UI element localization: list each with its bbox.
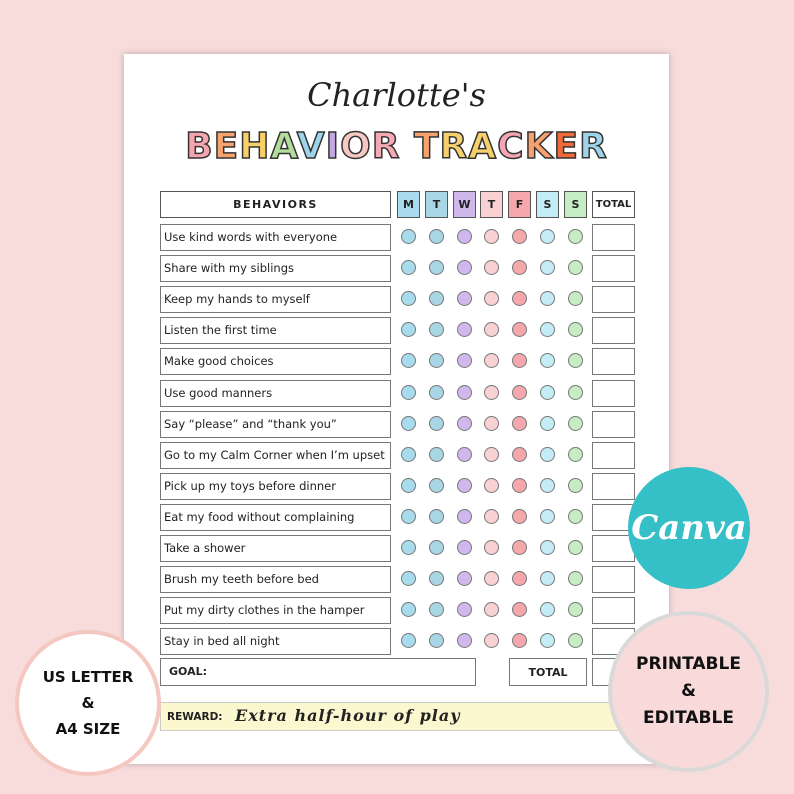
title-letter: I: [325, 126, 341, 167]
checkin-dot[interactable]: [457, 447, 472, 462]
behavior-label: Say “please” and “thank you”: [160, 411, 391, 438]
tracker-sheet: [124, 54, 669, 764]
behavior-row: [124, 473, 669, 500]
behavior-row: [124, 380, 669, 407]
checkin-dot[interactable]: [512, 509, 527, 524]
checkin-dot[interactable]: [484, 478, 499, 493]
child-name: Charlotte's: [307, 76, 486, 114]
checkin-dot[interactable]: [540, 633, 555, 648]
checkin-dot[interactable]: [540, 291, 555, 306]
title-letter: H: [239, 126, 271, 167]
behavior-row: [124, 317, 669, 344]
checkin-dot[interactable]: [457, 385, 472, 400]
title-letter: R: [579, 126, 608, 167]
checkin-dot[interactable]: [484, 291, 499, 306]
checkin-dot[interactable]: [512, 633, 527, 648]
checkin-dot[interactable]: [512, 478, 527, 493]
behavior-label: Make good choices: [160, 348, 391, 375]
checkin-dot[interactable]: [401, 353, 416, 368]
print-line-2: &: [681, 681, 696, 701]
checkin-dot[interactable]: [484, 540, 499, 555]
behaviors-header: BEHAVIORS: [160, 191, 391, 218]
checkin-dot[interactable]: [540, 602, 555, 617]
checkin-dot[interactable]: [457, 416, 472, 431]
checkin-dot[interactable]: [484, 633, 499, 648]
behavior-label: Listen the first time: [160, 317, 391, 344]
row-total-box[interactable]: [592, 380, 635, 407]
day-header: F: [508, 191, 531, 218]
day-header: T: [480, 191, 503, 218]
checkin-dot[interactable]: [484, 322, 499, 337]
checkin-dot[interactable]: [512, 260, 527, 275]
checkin-dot[interactable]: [540, 571, 555, 586]
checkin-dot[interactable]: [457, 633, 472, 648]
title-letter: R: [439, 126, 469, 167]
behavior-label: Use kind words with everyone: [160, 224, 391, 251]
checkin-dot[interactable]: [457, 260, 472, 275]
goal-field[interactable]: GOAL:: [160, 658, 476, 686]
checkin-dot[interactable]: [512, 602, 527, 617]
checkin-dot[interactable]: [540, 229, 555, 244]
row-total-box[interactable]: [592, 566, 635, 593]
checkin-dot[interactable]: [401, 509, 416, 524]
checkin-dot[interactable]: [568, 353, 583, 368]
checkin-dot[interactable]: [401, 540, 416, 555]
day-header: M: [397, 191, 420, 218]
checkin-dot[interactable]: [401, 416, 416, 431]
title-letter: C: [497, 126, 525, 167]
checkin-dot[interactable]: [429, 353, 444, 368]
checkin-dot[interactable]: [401, 633, 416, 648]
behavior-label: Use good manners: [160, 380, 391, 407]
checkin-dot[interactable]: [484, 509, 499, 524]
checkin-dot[interactable]: [568, 229, 583, 244]
checkin-dot[interactable]: [512, 322, 527, 337]
tracker-title: [124, 126, 669, 167]
checkin-dot[interactable]: [457, 478, 472, 493]
day-header: S: [564, 191, 587, 218]
checkin-dot[interactable]: [401, 322, 416, 337]
checkin-dot[interactable]: [429, 385, 444, 400]
checkin-dot[interactable]: [457, 602, 472, 617]
checkin-dot[interactable]: [484, 385, 499, 400]
title-letter: B: [185, 126, 214, 167]
row-total-box[interactable]: [592, 255, 635, 282]
checkin-dot[interactable]: [512, 416, 527, 431]
checkin-dot[interactable]: [568, 509, 583, 524]
canva-logo-text: Canva: [631, 508, 747, 548]
behavior-label: Put my dirty clothes in the hamper: [160, 597, 391, 624]
row-total-box[interactable]: [592, 286, 635, 313]
checkin-dot[interactable]: [401, 291, 416, 306]
checkin-dot[interactable]: [484, 260, 499, 275]
day-header: S: [536, 191, 559, 218]
checkin-dot[interactable]: [457, 353, 472, 368]
checkin-dot[interactable]: [568, 633, 583, 648]
behavior-label: Eat my food without complaining: [160, 504, 391, 531]
checkin-dot[interactable]: [568, 322, 583, 337]
checkin-dot[interactable]: [568, 260, 583, 275]
checkin-dot[interactable]: [568, 571, 583, 586]
behavior-label: Take a shower: [160, 535, 391, 562]
checkin-dot[interactable]: [429, 229, 444, 244]
checkin-dot[interactable]: [457, 509, 472, 524]
day-header: W: [453, 191, 476, 218]
title-letter: K: [524, 126, 554, 167]
behavior-label: Pick up my toys before dinner: [160, 473, 391, 500]
checkin-dot[interactable]: [457, 322, 472, 337]
behavior-label: Share with my siblings: [160, 255, 391, 282]
reward-label: REWARD:: [167, 711, 223, 723]
size-line-1: US LETTER: [42, 668, 134, 686]
title-letter: E: [553, 126, 580, 167]
checkin-dot[interactable]: [429, 540, 444, 555]
row-total-box[interactable]: [592, 224, 635, 251]
printable-badge: [608, 611, 769, 772]
checkin-dot[interactable]: [512, 291, 527, 306]
checkin-dot[interactable]: [512, 385, 527, 400]
row-total-box[interactable]: [592, 411, 635, 438]
checkin-dot[interactable]: [401, 260, 416, 275]
checkin-dot[interactable]: [540, 353, 555, 368]
reward-text: Extra half-hour of play: [235, 706, 461, 725]
checkin-dot[interactable]: [429, 260, 444, 275]
checkin-dot[interactable]: [540, 447, 555, 462]
total-header: TOTAL: [592, 191, 635, 218]
checkin-dot[interactable]: [540, 509, 555, 524]
checkin-dot[interactable]: [484, 229, 499, 244]
checkin-dot[interactable]: [568, 602, 583, 617]
behavior-row: [124, 255, 669, 282]
checkin-dot[interactable]: [484, 571, 499, 586]
print-line-1: PRINTABLE: [636, 654, 741, 674]
behavior-label: Go to my Calm Corner when I’m upset: [160, 442, 391, 469]
checkin-dot[interactable]: [512, 353, 527, 368]
checkin-dot[interactable]: [401, 229, 416, 244]
checkin-dot[interactable]: [429, 509, 444, 524]
reward-bar: [160, 702, 635, 731]
checkin-dot[interactable]: [401, 385, 416, 400]
checkin-dot[interactable]: [429, 447, 444, 462]
checkin-dot[interactable]: [457, 571, 472, 586]
checkin-dot[interactable]: [568, 291, 583, 306]
title-letter: O: [340, 126, 372, 167]
checkin-dot[interactable]: [429, 633, 444, 648]
behavior-row: [124, 224, 669, 251]
checkin-dot[interactable]: [457, 291, 472, 306]
checkin-dot[interactable]: [429, 571, 444, 586]
checkin-dot[interactable]: [401, 602, 416, 617]
behavior-label: Stay in bed all night: [160, 628, 391, 655]
checkin-dot[interactable]: [512, 540, 527, 555]
checkin-dot[interactable]: [484, 602, 499, 617]
size-line-2: &: [81, 694, 95, 712]
checkin-dot[interactable]: [457, 540, 472, 555]
checkin-dot[interactable]: [540, 540, 555, 555]
row-total-box[interactable]: [592, 317, 635, 344]
title-letter: V: [296, 126, 326, 167]
title-letter: [400, 126, 414, 167]
checkin-dot[interactable]: [568, 447, 583, 462]
print-line-3: EDITABLE: [643, 708, 734, 728]
behavior-row: [124, 566, 669, 593]
checkin-dot[interactable]: [512, 447, 527, 462]
checkin-dot[interactable]: [540, 322, 555, 337]
day-header: T: [425, 191, 448, 218]
title-letter: T: [413, 126, 440, 167]
checkin-dot[interactable]: [429, 602, 444, 617]
row-total-box[interactable]: [592, 597, 635, 624]
row-total-box[interactable]: [592, 442, 635, 469]
behavior-row: [124, 628, 669, 655]
behavior-row: [124, 597, 669, 624]
checkin-dot[interactable]: [568, 540, 583, 555]
behavior-row: [124, 504, 669, 531]
behavior-row: [124, 535, 669, 562]
title-letter: R: [371, 126, 401, 167]
checkin-dot[interactable]: [484, 416, 499, 431]
title-letter: A: [270, 126, 297, 167]
checkin-dot[interactable]: [540, 260, 555, 275]
checkin-dot[interactable]: [484, 447, 499, 462]
row-total-box[interactable]: [592, 348, 635, 375]
checkin-dot[interactable]: [540, 385, 555, 400]
checkin-dot[interactable]: [429, 322, 444, 337]
row-total-box[interactable]: [592, 473, 635, 500]
checkin-dot[interactable]: [512, 571, 527, 586]
checkin-dot[interactable]: [429, 291, 444, 306]
checkin-dot[interactable]: [568, 416, 583, 431]
behavior-row: [124, 411, 669, 438]
checkin-dot[interactable]: [401, 447, 416, 462]
behavior-label: Keep my hands to myself: [160, 286, 391, 313]
checkin-dot[interactable]: [568, 385, 583, 400]
size-badge: [15, 630, 161, 776]
checkin-dot[interactable]: [401, 571, 416, 586]
title-letter: E: [213, 126, 240, 167]
checkin-dot[interactable]: [457, 229, 472, 244]
checkin-dot[interactable]: [568, 478, 583, 493]
behavior-label: Brush my teeth before bed: [160, 566, 391, 593]
behavior-row: [124, 348, 669, 375]
size-line-3: A4 SIZE: [55, 720, 121, 738]
checkin-dot[interactable]: [484, 353, 499, 368]
checkin-dot[interactable]: [540, 416, 555, 431]
footer-total-label: TOTAL: [509, 658, 587, 686]
checkin-dot[interactable]: [401, 478, 416, 493]
behavior-row: [124, 442, 669, 469]
checkin-dot[interactable]: [512, 229, 527, 244]
title-letter: A: [468, 126, 498, 167]
canva-logo-badge: [628, 467, 750, 589]
behavior-row: [124, 286, 669, 313]
checkin-dot[interactable]: [429, 478, 444, 493]
checkin-dot[interactable]: [540, 478, 555, 493]
checkin-dot[interactable]: [429, 416, 444, 431]
